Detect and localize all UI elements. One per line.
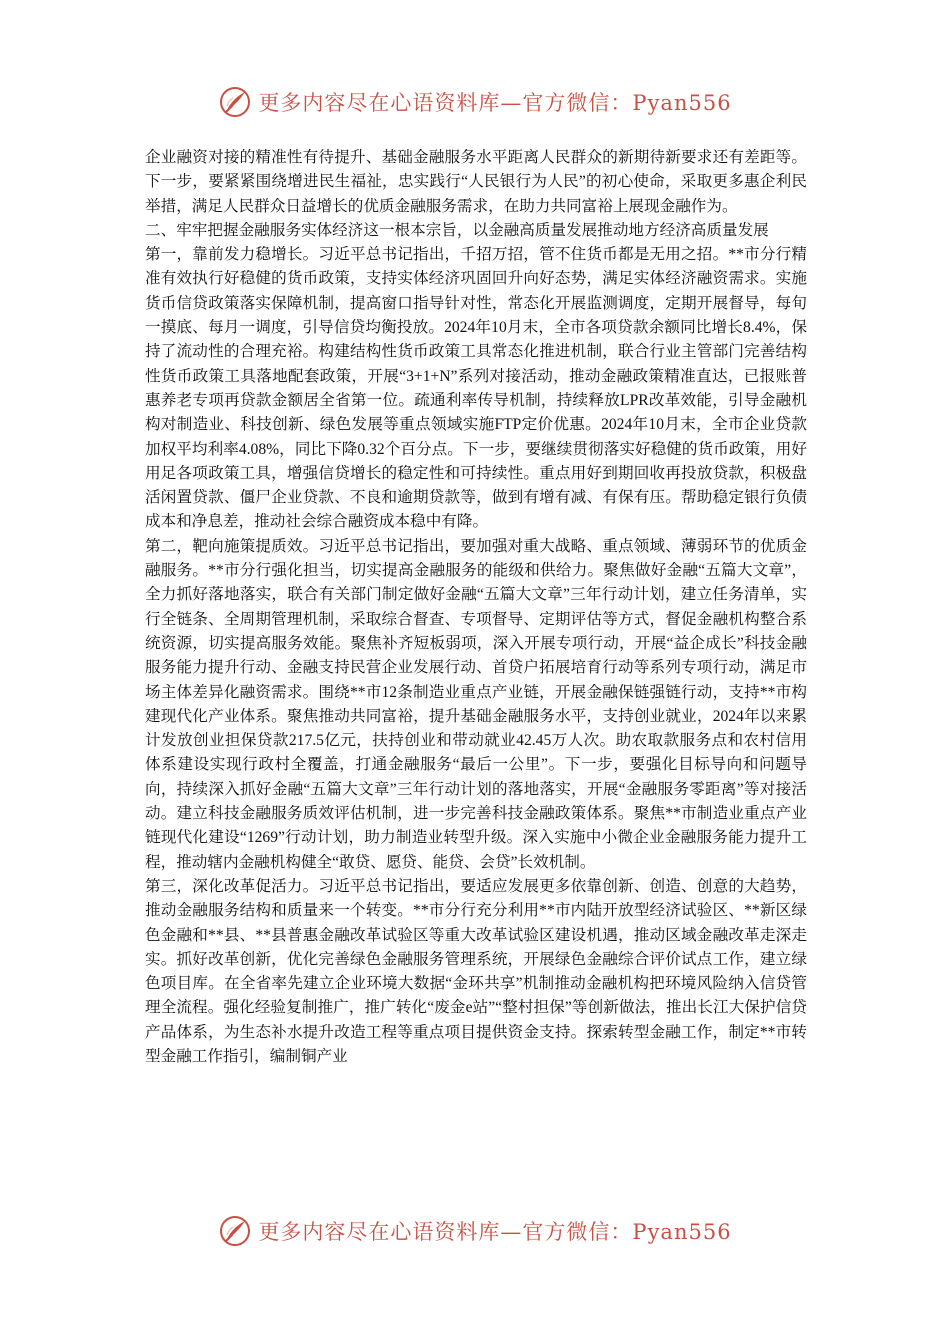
footer-watermark bbox=[0, 1211, 950, 1251]
watermark-text: 更多内容尽在心语资料库—官方微信：Pyan556 bbox=[258, 91, 732, 115]
paragraph-second: 第二，靶向施策提质效。习近平总书记指出，要加强对重大战略、重点领域、薄弱环节的优质金融服务。**市分行强化担当，切实提高金融服务的能级和供给力。聚焦做好金融“五篇大文章”，全力抓好落地落实，联合有关部门制定做好金融“五篇大文章”三年行动计划，建立任务清单，实行全链条、全周期管理机制，采取综合督查、专项督导、定期评估等方式，督促金融机构整合系统资源，切实提高服务效能。聚焦补齐短板弱项，深入开展专项行动，开展“益企成长”科技金融服务能力提升行动、金融支持民营企业发展行动、首贷户拓展培育行动等系列专项行动，满足市场主体差异化融资需求。围绕**市12条制造业重点产业链，开展金融保链强链行动，支持**市构建现代化产业体系。聚焦推动共同富裕，提升基础金融服务水平，支持创业就业，2024年以来累计发放创业担保贷款217.5亿元，扶持创业和带动就业42.45万人次。助农取款服务点和农村信用体系建设实现行政村全覆盖，打通金融服务“最后一公里”。下一步，要强化目标导向和问题导向，持续深入抓好金融“五篇大文章”三年行动计划的落地落实，开展“金融服务零距离”等对接活动。建立科技金融服务质效评估机制，进一步完善科技金融政策体系。聚焦**市制造业重点产业链现代化建设“1269”行动计划，助力制造业转型升级。深入实施中小微企业金融服务能力提升工程，推动辖内金融机构健全“敢贷、愿贷、能贷、会贷”长效机制。 bbox=[145, 537, 807, 871]
watermark-text: 更多内容尽在心语资料库—官方微信：Pyan556 bbox=[258, 1220, 732, 1244]
header-watermark bbox=[0, 82, 950, 122]
section-heading: 二、牢牢把握金融服务实体经济这一根本宗旨，以金融高质量发展推动地方经济高质量发展 bbox=[145, 221, 769, 239]
document-body bbox=[145, 146, 807, 1069]
quill-logo-icon bbox=[218, 85, 252, 119]
paragraph-third: 第三，深化改革促活力。习近平总书记指出，要适应发展更多依靠创新、创造、创意的大趋势，推动金融服务结构和质量来一个转变。**市分行充分利用**市内陆开放型经济试验区、**新区绿色金融和**县、**县普惠金融改革试验区等重大改革试验区建设机遇，推动区域金融改革走深走实。抓好改革创新，优化完善绿色金融服务管理系统，开展绿色金融综合评价试点工作，建立绿色项目库。在全省率先建立企业环境大数据“金环共享”机制推动金融机构把环境风险纳入信贷管理全流程。强化经验复制推广，推广转化“废金e站”“整村担保”等创新做法，推出长江大保护信贷产品体系，为生态补水提升改造工程等重点项目提供资金支持。探索转型金融工作，制定**市转型金融工作指引，编制铜产业 bbox=[145, 877, 807, 1065]
watermark-group bbox=[218, 85, 731, 119]
quill-logo-icon bbox=[218, 1214, 252, 1248]
watermark-group bbox=[218, 1214, 731, 1248]
paragraph-intro: 企业融资对接的精准性有待提升、基础金融服务水平距离人民群众的新期待新要求还有差距等。下一步，要紧紧围绕增进民生福祉，忠实践行“人民银行为人民”的初心使命，采取更多惠企利民举措，满足人民群众日益增长的优质金融服务需求，在助力共同富裕上展现金融作为。 bbox=[145, 149, 807, 215]
paragraph-first: 第一，靠前发力稳增长。习近平总书记指出，千招万招，管不住货币都是无用之招。**市分行精准有效执行好稳健的货币政策，支持实体经济巩固回升向好态势，满足实体经济融资需求。实施货币信贷政策落实保障机制，提高窗口指导针对性，常态化开展监测调度，定期开展督导，每旬一摸底、每月一调度，引导信贷均衡投放。2024年10月末，全市各项贷款余额同比增长8.4%，保持了流动性的合理充裕。构建结构性货币政策工具常态化推进机制，联合行业主管部门完善结构性货币政策工具落地配套政策，开展“3+1+N”系列对接活动，推动金融政策精准直达，已报账普惠养老专项再贷款金额居全省第一位。疏通利率传导机制，持续释放LPR改革效能，引导金融机构对制造业、科技创新、绿色发展等重点领域实施FTP定价优惠。2024年10月末，全市企业贷款加权平均利率4.08%，同比下降0.32个百分点。下一步，要继续贯彻落实好稳健的货币政策，用好用足各项政策工具，增强信贷增长的稳定性和可持续性。重点用好到期回收再投放贷款，积极盘活闲置贷款、僵尸企业贷款、不良和逾期贷款等，做到有增有减、有保有压。帮助稳定银行负债成本和净息差，推动社会综合融资成本稳中有降。 bbox=[145, 246, 807, 531]
